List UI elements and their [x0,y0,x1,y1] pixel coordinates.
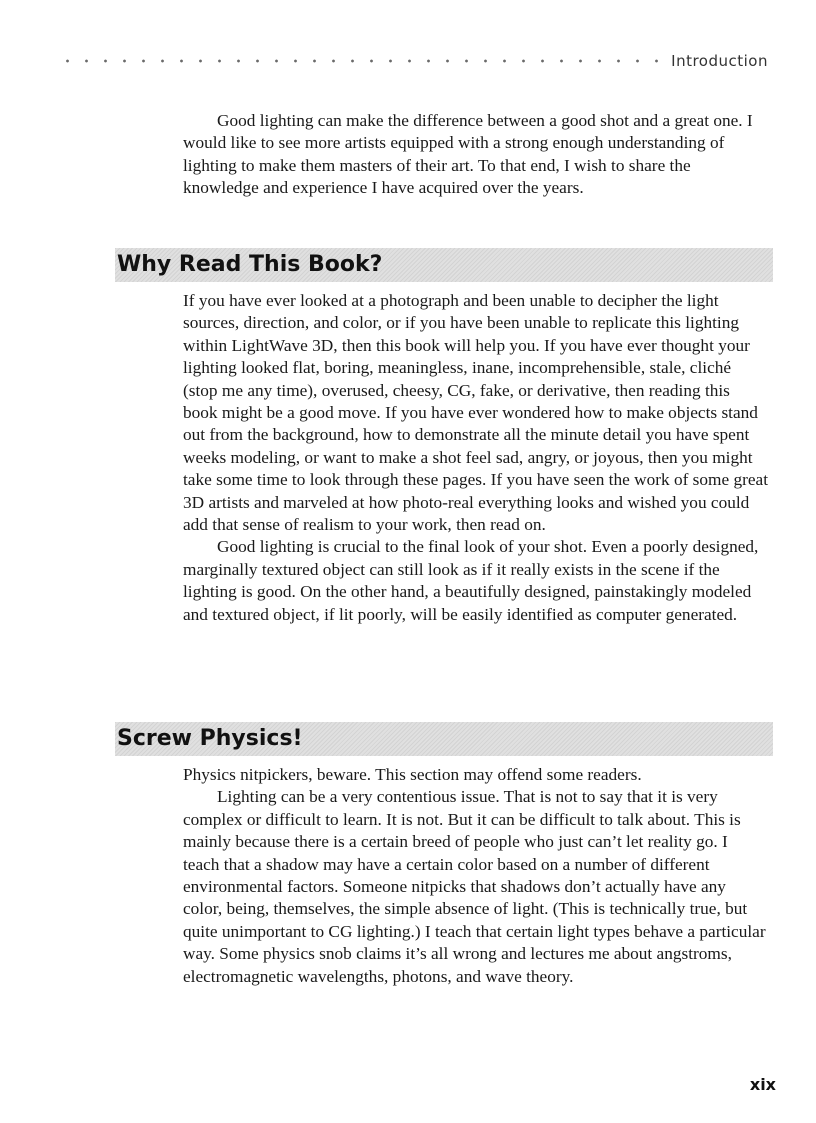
heading-why-read-text: Why Read This Book? [117,252,383,277]
why-read-paragraph-1: If you have ever looked at a photograph and been unable to decipher the light sources, direction, and color, or if you have been unable to replicate this lighting within LightWave 3D, then this book will help you. If you have ever thought your lighting looked flat, boring, meaningless, inane, incomprehensible, stale, cliché (stop me any time), overused, cheesy, CG, fake, or derivative, then reading this book might be a good move. If you have ever wondered how to make objects stand out from the background, how to demonstrate all the minute detail you have spent weeks modeling, or want to make a shot feel sad, angry, or joyous, then you might take some time to look through these pages. If you have seen the work of some great 3D artists and marveled at how photo-real everything looks and wished you could add that sense of realism to your work, then read on. [183,291,768,535]
screw-physics-paragraph-2: Lighting can be a very contentious issue. That is not to say that it is very complex or difficult to learn. It is not. But it can be difficult to talk about. This is mainly because there is a certain breed of people who just can’t let reality go. I teach that a shadow may have a certain color based on a number of different environmental factors. Someone nitpicks that shadows don’t actually have any color, being, themselves, the simple absence of light. (This is technically true, but quite unimportant to CG lighting.) I teach that certain light types behave a particular way. Some physics snob claims it’s all wrong and lectures me about angstroms, electromagnetic wavelengths, photons, and wave theory. [183,787,766,986]
running-head-section: Introduction [671,52,768,70]
intro-section [183,110,768,200]
screw-physics-paragraph-1: Physics nitpickers, beware. This section may offend some readers. [183,765,642,784]
screw-physics-section [183,764,768,988]
why-read-section [183,290,768,626]
heading-screw-physics [115,722,773,756]
heading-screw-physics-text: Screw Physics! [117,726,303,751]
dot-leader [58,50,664,72]
page-number: xix [749,1075,776,1094]
heading-why-read [115,248,773,282]
why-read-paragraph-2: Good lighting is crucial to the final look of your shot. Even a poorly designed, marginally textured object can still look as if it really exists in the scene if the lighting is good. On the other hand, a beautifully designed, painstakingly modeled and textured object, if lit poorly, will be easily identified as computer generated. [183,537,759,624]
running-head [58,50,768,72]
intro-paragraph: Good lighting can make the difference between a good shot and a great one. I would like to see more artists equipped with a strong enough understanding of lighting to make them masters of their art. To that end, I wish to share the knowledge and experience I have acquired over the years. [183,111,753,198]
